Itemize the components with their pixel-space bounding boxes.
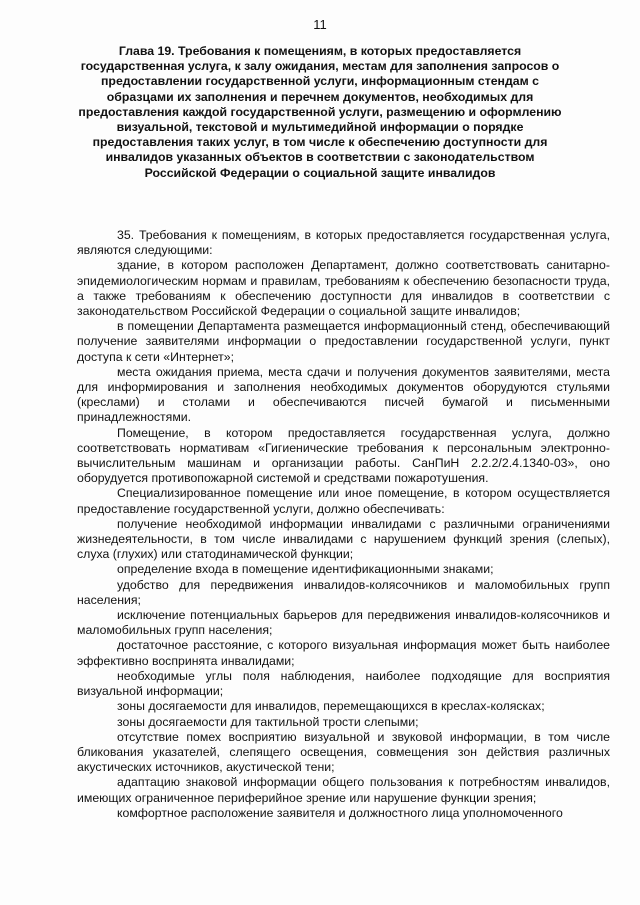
paragraph-list-item: адаптацию знаковой информации общего пользования к потребностям инвалидов, имеющих ограниченное периферийное зрение или нарушение функции зрения; — [77, 775, 610, 805]
paragraph-list-item: удобство для передвижения инвалидов-колясочников и маломобильных групп населения; — [77, 577, 610, 607]
chapter-heading: Глава 19. Требования к помещениям, в которых предоставляется государственная услуга, к залу ожидания, местам для заполнения запросов о предоставлении государственной услуги, информационным стендам с образцами их заполнения и перечнем документов, необходимых для предоставления каждой государственной услуги, размещению и оформлению визуальной, текстовой и мультимедийной информации о порядке предоставления таких услуг, в том числе к обеспечению доступности для инвалидов указанных объектов в соответствии с законодательством Российской Федерации о социальной защите инвалидов — [78, 44, 562, 180]
paragraph-list-item: зоны досягаемости для тактильной трости слепыми; — [117, 714, 419, 729]
paragraph-requirements-intro: 35. Требования к помещениям, в которых предоставляется государственная услуга, являются следующими: — [77, 228, 610, 258]
paragraph-list-item: необходимые углы поля наблюдения, наиболее подходящие для восприятия визуальной информации; — [77, 668, 610, 699]
paragraph-list-item: отсутствие помех восприятию визуальной и звуковой информации, в том числе бликования указателей, слепящего освещения, совмещения зон действия различных акустических источников, акустической тени; — [77, 729, 610, 775]
paragraph-building: здание, в котором расположен Департамент, должно соответствовать санитарно-эпидемиологическим нормам и правилам, требованиям к обеспечению безопасности труда, а также требованиям к обеспечению доступности для инвалидов в соответствии с законодательством Российской Федерации о социальной защите инвалидов; — [77, 258, 610, 319]
paragraph-list-item: получение необходимой информации инвалидами с различными ограничениями жизнедеятельности, в том числе инвалидами с нарушением функций зрения (слепых), слуха (глухих) или статодинамической функции; — [77, 516, 610, 562]
paragraph-list-item: исключение потенциальных барьеров для передвижения инвалидов-колясочников и маломобильных групп населения; — [77, 608, 610, 638]
page-number: 11 — [313, 17, 327, 32]
paragraph-list-item: определение входа в помещение идентификационными знаками; — [117, 562, 494, 577]
paragraph-list-item: комфортное расположение заявителя и должностного лица уполномоченного — [117, 805, 563, 820]
document-body — [77, 228, 610, 821]
paragraph-waiting-areas: места ожидания приема, места сдачи и получения документов заявителями, места для информирования и заполнения необходимых документов оборудуются стульями (креслами) и столами и обеспечиваются писчей бумагой и письменными принадлежностями. — [77, 364, 610, 425]
paragraph-list-item: зоны досягаемости для инвалидов, перемещающихся в креслах-колясках; — [117, 699, 545, 714]
paragraph-sanpin: Помещение, в котором предоставляется государственная услуга, должно соответствовать нормативам «Гигиенические требования к персональным электронно-вычислительным машинам и организации работы. СанПиН 2.2.2/2.4.1340-03», оно оборудуется противопожарной системой и средствами пожаротушения. — [77, 425, 610, 486]
paragraph-info-stand: в помещении Департамента размещается информационный стенд, обеспечивающий получение заявителями информации о предоставлении государственной услуги, пункт доступа к сети «Интернет»; — [77, 319, 610, 364]
paragraph-list-item: достаточное расстояние, с которого визуальная информация может быть наиболее эффективно воспринята инвалидами; — [77, 638, 610, 668]
paragraph-specialized-room: Специализированное помещение или иное помещение, в котором осуществляется предоставление государственной услуги, должно обеспечивать: — [77, 486, 610, 516]
